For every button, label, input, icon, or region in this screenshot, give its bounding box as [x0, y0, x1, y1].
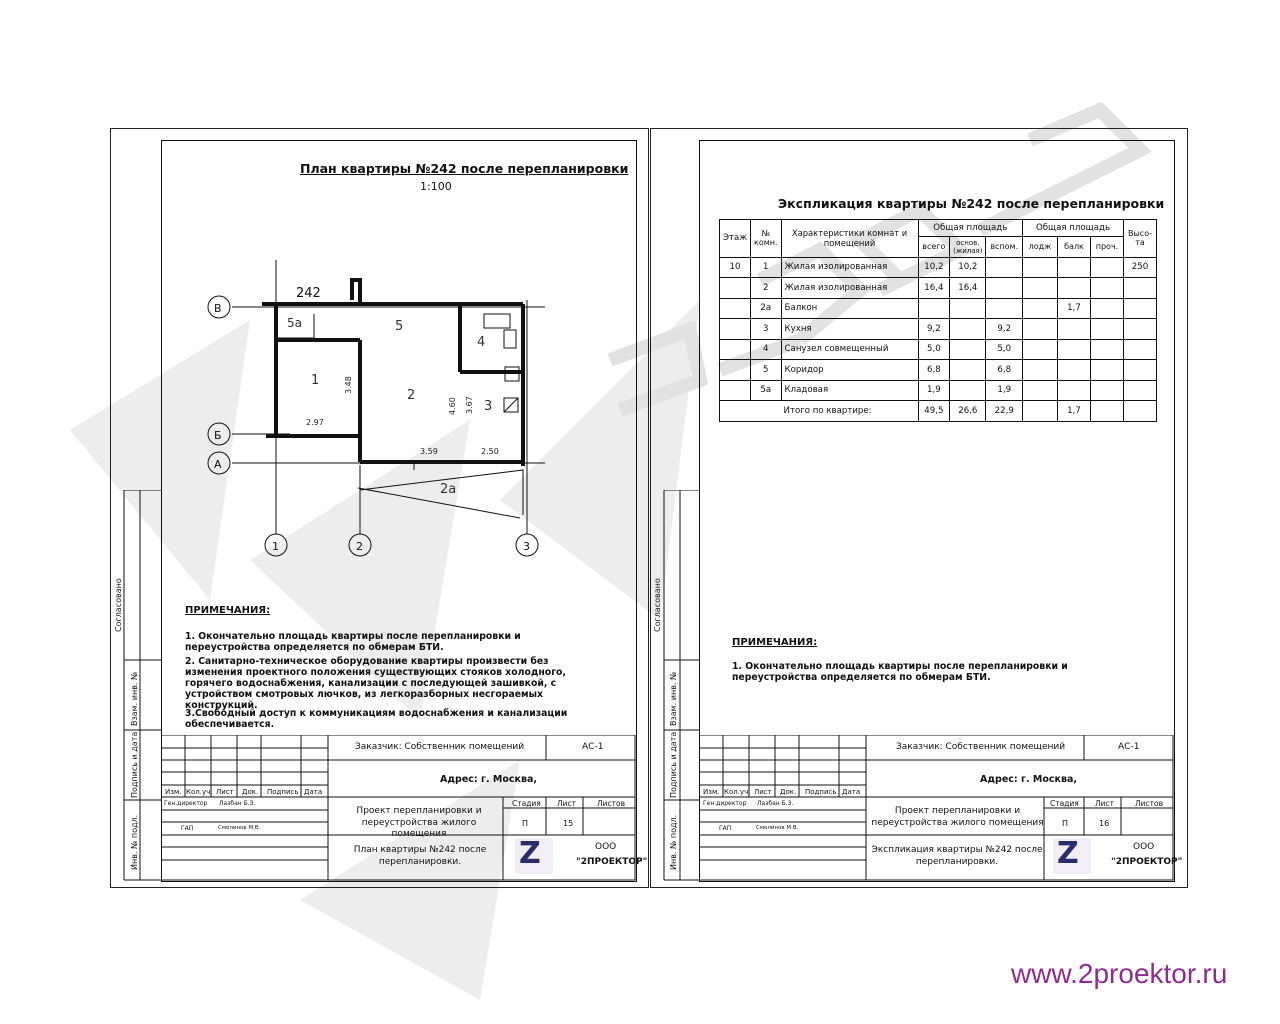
cell: 5,0 — [918, 339, 950, 360]
stamp-name1-1: Лазбан Б.З. — [219, 800, 256, 807]
company-logo-1 — [515, 838, 553, 874]
cell — [1058, 319, 1091, 340]
cell — [720, 360, 751, 381]
stamp-col-dok-2: Док. — [780, 788, 797, 796]
dim-3-59: 3.59 — [420, 447, 438, 456]
table-total-row — [720, 401, 1157, 422]
th-area1: Общая площадь — [918, 220, 1022, 237]
axis-3-label: 3 — [523, 540, 530, 553]
cell: 10,2 — [950, 257, 986, 278]
axis-b-label: Б — [214, 429, 222, 442]
cell: 22,9 — [986, 401, 1023, 422]
cell: Кухня — [781, 319, 918, 340]
stamp-stage-2: П — [1062, 819, 1069, 828]
cell: 5 — [751, 360, 782, 381]
cell — [1124, 360, 1157, 381]
stamp-col-data-2: Дата — [842, 788, 861, 796]
cell — [1091, 380, 1124, 401]
cell — [950, 298, 986, 319]
cell: 1,9 — [918, 380, 950, 401]
stamp-col-izm-1: Изм. — [165, 788, 182, 796]
dim-3-67: 3.67 — [465, 396, 474, 414]
side-podpis-2: Подпись и дата — [669, 731, 678, 798]
cell — [720, 319, 751, 340]
stamp-role2-1: ГАП — [181, 825, 194, 832]
cell: Балкон — [781, 298, 918, 319]
cell: 6,8 — [986, 360, 1023, 381]
cell: Жилая изолированная — [781, 257, 918, 278]
notes-heading-1: ПРИМЕЧАНИЯ: — [185, 605, 271, 616]
cell — [1091, 298, 1124, 319]
dim-3-48: 3.48 — [344, 376, 353, 394]
th-floor: Этаж — [720, 220, 751, 258]
stamp-project-2: Проект перепланировки и переустройства жилого помещения — [871, 806, 1044, 828]
cell — [1023, 298, 1058, 319]
stamp-role1-1: Ген.директор — [164, 800, 208, 807]
logo-letter-1: Z — [519, 836, 541, 871]
stamp-company2-2: "2ПРОЕКТОР" — [1111, 857, 1183, 867]
explication-table — [719, 219, 1157, 422]
stamp-code-2: АС-1 — [1118, 742, 1140, 752]
table-row — [720, 380, 1157, 401]
stamp-col-koluch-1: Кол.уч. — [186, 788, 213, 796]
stamp-sheet-2: 16 — [1099, 819, 1110, 828]
room-3-label: 3 — [484, 399, 493, 414]
cell — [720, 278, 751, 299]
cell: 2а — [751, 298, 782, 319]
axis-a-label: А — [214, 458, 222, 471]
room-2-label: 2 — [407, 388, 416, 403]
stamp-name2-2: Смолинов М.В. — [756, 825, 799, 831]
cell — [950, 360, 986, 381]
cell: 1,7 — [1058, 401, 1091, 422]
stamp-role2-2: ГАП — [719, 825, 732, 832]
cell: 49,5 — [918, 401, 950, 422]
th-char: Характеристики комнат и помещений — [781, 220, 918, 258]
cell — [1124, 380, 1157, 401]
stamp-name2-1: Смолинов М.В. — [218, 825, 261, 831]
stamp-sheets-h-1: Листов — [597, 799, 626, 808]
cell — [950, 319, 986, 340]
apartment-number: 242 — [296, 286, 321, 301]
cell: 5а — [751, 380, 782, 401]
stamp-code-1: АС-1 — [582, 742, 604, 752]
table-row — [720, 257, 1157, 278]
cell — [1058, 360, 1091, 381]
floor-plan — [0, 0, 640, 600]
cell: 1,9 — [986, 380, 1023, 401]
cell: 4 — [751, 339, 782, 360]
cell — [1091, 319, 1124, 340]
room-4-label: 4 — [477, 335, 486, 350]
stamp-col-dok-1: Док. — [242, 788, 259, 796]
stamp-col-data-1: Дата — [304, 788, 323, 796]
cell — [1023, 319, 1058, 340]
table-row — [720, 278, 1157, 299]
stamp-project-1: Проект перепланировки и переустройства жилого помещения — [356, 806, 482, 840]
stamp-doc-title-1: План квартиры №242 после перепланировки. — [353, 845, 487, 867]
cell: 16,4 — [950, 278, 986, 299]
stamp-role1-2: Ген.директор — [703, 800, 747, 807]
cell — [1023, 257, 1058, 278]
side-podpis-1: Подпись и дата — [130, 731, 139, 798]
cell: 9,2 — [918, 319, 950, 340]
stamp-stage-1: П — [522, 819, 529, 828]
cell — [1124, 298, 1157, 319]
th-lodge: лодж — [1023, 237, 1058, 258]
cell: Коридор — [781, 360, 918, 381]
cell: 26,6 — [950, 401, 986, 422]
cell — [720, 298, 751, 319]
cell — [986, 278, 1023, 299]
cell — [1091, 278, 1124, 299]
stamp-sheet-h-1: Лист — [557, 799, 577, 808]
cell — [1124, 339, 1157, 360]
cell — [1091, 360, 1124, 381]
cell — [1023, 360, 1058, 381]
note-1-1: 1. Окончательно площадь квартиры после перепланировки и переустройства определяется по обмерам БТИ. — [185, 631, 521, 653]
side-agreed-1: Согласовано — [114, 578, 123, 632]
stamp-doc-title-2: Экспликация квартиры №242 после перепланировки. — [871, 845, 1043, 867]
th-area2: Общая площадь — [1023, 220, 1124, 237]
stamp-sheet-h-2: Лист — [1095, 799, 1115, 808]
cell — [1058, 278, 1091, 299]
cell — [1124, 401, 1157, 422]
cell: 250 — [1124, 257, 1157, 278]
table-row — [720, 360, 1157, 381]
cell: 10,2 — [918, 257, 950, 278]
th-other: проч. — [1091, 237, 1124, 258]
cell — [1023, 278, 1058, 299]
room-5a-label: 5а — [287, 316, 302, 330]
stamp-col-list-1: Лист — [216, 788, 234, 796]
side-inv-2: Инв. № подл. — [669, 814, 678, 870]
cell: 10 — [720, 257, 751, 278]
plan-title: План квартиры №242 после перепланировки — [300, 161, 629, 176]
stamp-sheet-1: 15 — [563, 819, 574, 828]
stamp-col-podpis-2: Подпись — [805, 788, 837, 796]
stamp-col-list-2: Лист — [754, 788, 772, 796]
stamp-customer-2: Заказчик: Собственник помещений — [896, 742, 1066, 752]
dim-2-50: 2.50 — [481, 447, 499, 456]
th-total: всего — [918, 237, 950, 258]
cell — [1091, 401, 1124, 422]
note-2-1: 1. Окончательно площадь квартиры после перепланировки и переустройства определяется по обмерам БТИ. — [732, 661, 1068, 683]
cell: 2 — [751, 278, 782, 299]
th-balc: балк — [1058, 237, 1091, 258]
stamp-company1-1: ООО — [595, 842, 617, 852]
table-row — [720, 319, 1157, 340]
side-vzam-2: Взам. инв. № — [669, 671, 678, 726]
cell — [1124, 278, 1157, 299]
stamp-address-2: Адрес: г. Москва, — [980, 774, 1077, 785]
cell — [1124, 319, 1157, 340]
table-row — [720, 339, 1157, 360]
th-height: Высо-та — [1124, 220, 1157, 258]
explication-title: Экспликация квартиры №242 после перепланировки — [778, 196, 1165, 211]
cell — [950, 380, 986, 401]
stamp-address-1: Адрес: г. Москва, — [440, 774, 537, 785]
cell: 6,8 — [918, 360, 950, 381]
logo-letter-2: Z — [1057, 836, 1079, 871]
axis-1-label: 1 — [272, 540, 279, 553]
cell: 3 — [751, 319, 782, 340]
cell: Жилая изолированная — [781, 278, 918, 299]
cell — [1023, 339, 1058, 360]
stamp-col-podpis-1: Подпись — [267, 788, 299, 796]
stamp-name1-2: Лазбан Б.З. — [757, 800, 794, 807]
plan-scale: 1:100 — [420, 180, 452, 193]
cell — [1091, 257, 1124, 278]
company-logo-2 — [1053, 838, 1091, 874]
room-1-label: 1 — [311, 373, 320, 388]
stamp-company1-2: ООО — [1133, 842, 1155, 852]
room-2a-label: 2а — [440, 482, 457, 497]
cell — [1023, 401, 1058, 422]
stamp-sheets-h-2: Листов — [1135, 799, 1164, 808]
stamp-col-koluch-2: Кол.уч. — [724, 788, 751, 796]
notes-heading-2: ПРИМЕЧАНИЯ: — [732, 637, 818, 648]
room-5-label: 5 — [395, 319, 404, 334]
website-link[interactable]: www.2proektor.ru — [1011, 958, 1228, 989]
cell — [1058, 339, 1091, 360]
cell: 16,4 — [918, 278, 950, 299]
total-label: Итого по квартире: — [720, 401, 919, 422]
cell — [1023, 380, 1058, 401]
cell: Кладовая — [781, 380, 918, 401]
side-agreed-2: Согласовано — [653, 578, 662, 632]
cell: 1,7 — [1058, 298, 1091, 319]
cell — [1058, 380, 1091, 401]
side-vzam-1: Взам. инв. № — [130, 671, 139, 726]
th-num: № комн. — [751, 220, 782, 258]
th-main: основ. (жилая) — [950, 237, 986, 258]
cell — [720, 380, 751, 401]
note-1-3: 3.Свободный доступ к коммуникациям водоснабжения и канализации обеспечивается. — [185, 708, 568, 730]
cell — [1091, 339, 1124, 360]
axis-2-label: 2 — [356, 540, 363, 553]
side-inv-1: Инв. № подл. — [130, 814, 139, 870]
cell — [950, 339, 986, 360]
dim-2-97: 2.97 — [306, 418, 324, 427]
stamp-customer-1: Заказчик: Собственник помещений — [355, 742, 525, 752]
cell — [918, 298, 950, 319]
axis-v-label: В — [214, 302, 222, 315]
cell — [986, 298, 1023, 319]
stamp-col-izm-2: Изм. — [703, 788, 720, 796]
cell: 5,0 — [986, 339, 1023, 360]
cell — [986, 257, 1023, 278]
stamp-stage-h-1: Стадия — [512, 799, 541, 808]
stamp-company2-1: "2ПРОЕКТОР" — [576, 857, 648, 867]
note-1-2: 2. Санитарно-техническое оборудование квартиры произвести без изменения проектного положения существующих стояков холодного, горячего водоснабжения, канализации с последующей зашивкой, с устройством смотровых лючков, из легкоразборных несгораемых конструкций. — [185, 656, 566, 711]
cell — [720, 339, 751, 360]
table-row — [720, 298, 1157, 319]
cell — [1058, 257, 1091, 278]
cell: Санузел совмещенный — [781, 339, 918, 360]
cell: 9,2 — [986, 319, 1023, 340]
cell: 1 — [751, 257, 782, 278]
th-aux: вспом. — [986, 237, 1023, 258]
stamp-stage-h-2: Стадия — [1050, 799, 1079, 808]
dim-4-60: 4.60 — [448, 397, 457, 415]
